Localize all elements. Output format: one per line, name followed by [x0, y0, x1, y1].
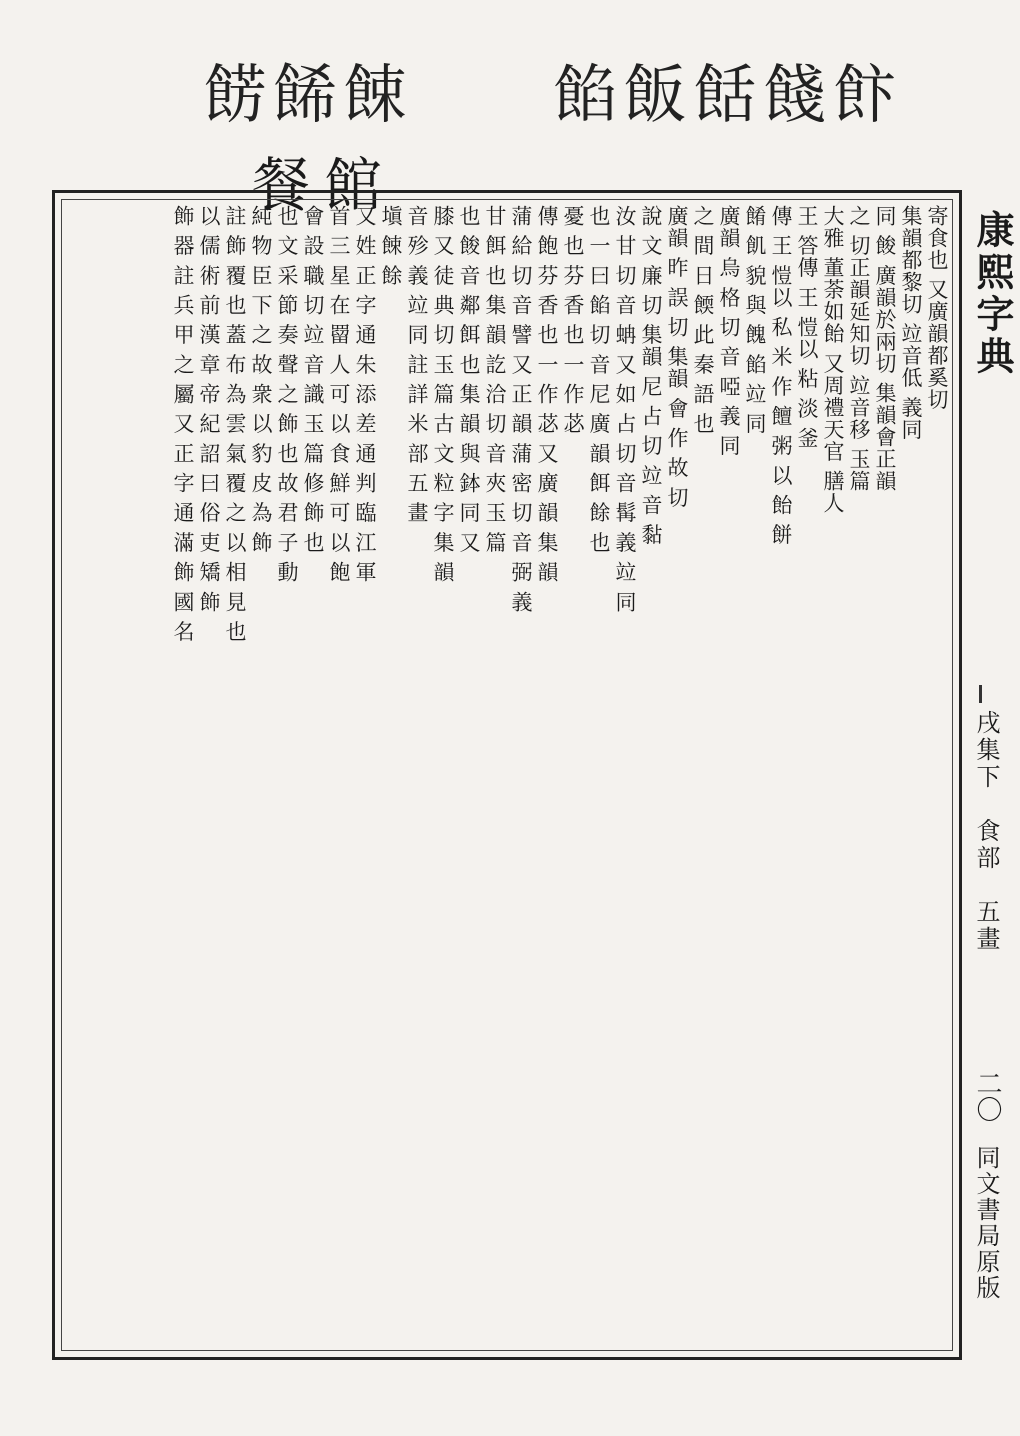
text-column: 憂 也 芬 香 也 一 作 苾	[561, 205, 585, 435]
text-column: 會 設 職 切 竝 音 識 玉 篇 修 飾 也	[301, 205, 325, 554]
seal-glyph: 餂	[693, 59, 757, 133]
text-column: 音 殄 義 竝 同 註 詳 米 部 五 畫	[405, 205, 429, 524]
text-column: 純 物 臣 下 之 故 衆 以 豹 皮 為 飾	[249, 205, 273, 554]
text-column: 飾 器 註 兵 甲 之 屬 又 正 字 通 滿 飾 國 名	[171, 205, 195, 643]
text-column: 廣韻 昨 誤 切 集韻 會 作 故 切	[665, 205, 689, 509]
text-column: 之 間 日 餪 此 秦 語 也	[691, 205, 715, 435]
text-column: 集韻都黎切 竝音低 義同	[899, 205, 923, 441]
text-column: 寄食也 又廣韻都奚切	[925, 205, 949, 411]
page-margin	[965, 190, 1015, 1360]
text-columns	[65, 205, 950, 1345]
seal-glyph: 餗	[343, 59, 407, 133]
text-column: 塡 餗 餘	[379, 205, 403, 287]
seal-glyph-pair: 餐館	[252, 151, 397, 219]
text-column: 大雅 董荼如飴 又周禮天官 膳人	[821, 205, 845, 515]
seal-glyph: 餝	[203, 59, 267, 133]
text-column: 以 儒 術 前 漢 章 帝 紀 詔 曰 俗 吏 矯 飾	[197, 205, 221, 613]
text-column: 蒲 給 切 音 譬 又 正 韻 蒲 密 切 音 弼 義	[509, 205, 533, 613]
text-column: 廣韻 烏 格 切 音 啞 義 同	[717, 205, 741, 457]
text-column: 說 文 廉 切 集韻 尼 占 切 竝 音 黏	[639, 205, 663, 546]
text-column: 也 一 曰 餡 切 音 尼 廣 韻 餌 餘 也	[587, 205, 611, 554]
seal-glyph: 餙	[273, 59, 337, 133]
text-column: 汝 甘 切 音 蚺 又 如 占 切 音 髯 義 竝 同	[613, 205, 637, 613]
text-column: 又 姓 正 字 通 朱 添 差 通 判 臨 江 軍	[353, 205, 377, 584]
section-heading: 戌集下 食部 五畫	[972, 710, 1000, 953]
text-frame	[52, 190, 962, 1360]
text-column: 同 餕 廣韻於兩切 集韻會正韻	[873, 205, 897, 493]
text-column: 傳 王 愷以 私 米 作 饘 粥 以 飴 餅	[769, 205, 793, 546]
text-column: 甘 餌 也 集 韻 訖 洽 切 音 夾 玉 篇	[483, 205, 507, 554]
page-number: 二〇	[972, 1070, 1002, 1122]
seal-glyph: 餡	[553, 59, 617, 133]
text-column: 餚 飢 貌 與 餽 餡 竝 同	[743, 205, 767, 435]
book-title: 康熙字典	[970, 210, 1015, 378]
seal-glyph: 飯	[623, 59, 687, 133]
text-column: 傳 飽 芬 香 也 一 作 苾 又 廣 韻 集 韻	[535, 205, 559, 584]
text-column: 膝 又 徒 典 切 玉 篇 古 文 粒 字 集 韻	[431, 205, 455, 584]
text-column: 王 答傳 王 愷以 粘 淡 釜	[795, 205, 819, 450]
seal-glyph: 飰	[833, 59, 897, 133]
seal-row-right	[550, 60, 930, 210]
publisher-mark: 同文書局原版	[972, 1145, 1000, 1301]
text-column: 註 飾 覆 也 蓋 布 為 雲 氣 覆 之 以 相 見 也	[223, 205, 247, 643]
text-column: 也 餕 音 鄰 餌 也 集 韻 與 鉢 同 又	[457, 205, 481, 554]
text-column: 之 切正韻延知切 竝音移 玉篇	[847, 205, 871, 493]
seal-glyph: 餞	[763, 59, 827, 133]
text-column: 也 文 采 節 奏 聲 之 飾 也 故 君 子 動	[275, 205, 299, 584]
text-column: 首 三 星 在 罶 人 可 以 食 鮮 可 以 飽	[327, 205, 351, 584]
divider	[979, 685, 982, 703]
